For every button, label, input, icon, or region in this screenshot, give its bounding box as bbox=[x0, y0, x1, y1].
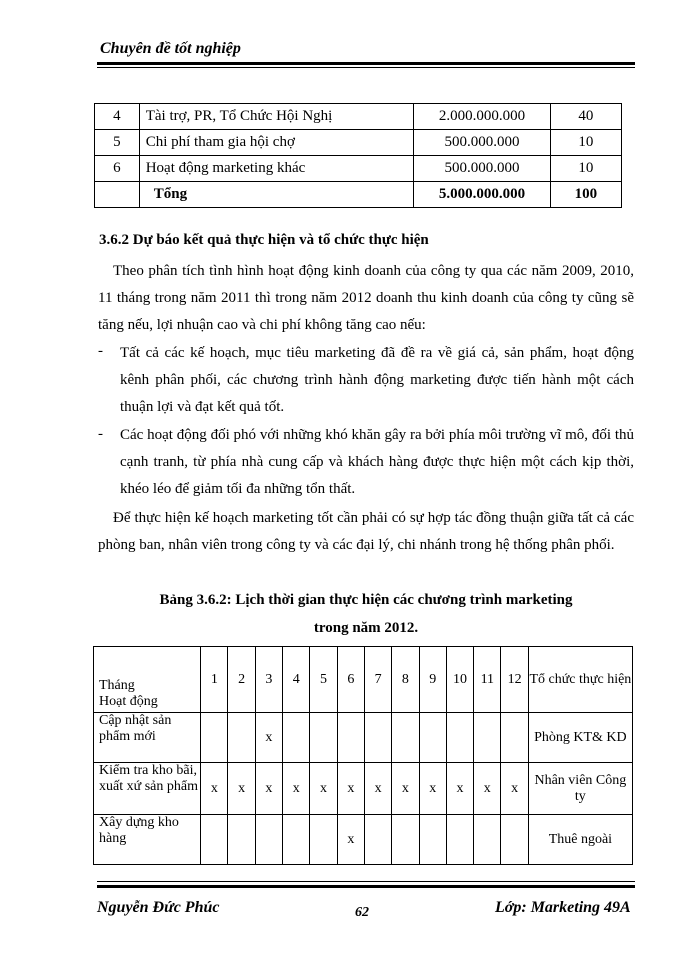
activity-cell: Xây dựng kho hàng bbox=[94, 815, 201, 865]
item-percent: 40 bbox=[550, 104, 621, 130]
mark-cell bbox=[392, 815, 419, 865]
org-cell: Thuê ngoài bbox=[528, 815, 632, 865]
org-header: Tổ chức thực hiện bbox=[528, 647, 632, 713]
mark-cell bbox=[337, 713, 364, 763]
table-row bbox=[95, 104, 622, 130]
footer-class: Lớp: Marketing 49A bbox=[495, 899, 631, 916]
mark-cell: x bbox=[337, 815, 364, 865]
month-header: 9 bbox=[419, 647, 446, 713]
mark-cell bbox=[228, 713, 255, 763]
month-header: 1 bbox=[201, 647, 228, 713]
bullet-item: Tất cả các kế hoạch, mục tiêu marketing đã đề ra về giá cả, sản phẩm, hoạt động kênh phân phối, các chương trình hành động marketing được tiến hành một cách thuận lợi và đạt kết quả tốt. bbox=[120, 345, 634, 415]
budget-table bbox=[94, 103, 622, 208]
mark-cell: x bbox=[201, 763, 228, 815]
schedule-table bbox=[93, 646, 633, 865]
total-percent: 100 bbox=[550, 182, 621, 208]
mark-cell: x bbox=[446, 763, 473, 815]
activity-cell: Kiểm tra kho bãi, xuất xứ sản phẩm bbox=[94, 763, 201, 815]
mark-cell: x bbox=[310, 763, 337, 815]
month-header: 10 bbox=[446, 647, 473, 713]
item-name: Hoạt động marketing khác bbox=[139, 156, 414, 182]
month-header: 7 bbox=[364, 647, 391, 713]
item-amount: 500.000.000 bbox=[414, 156, 550, 182]
item-percent: 10 bbox=[550, 156, 621, 182]
mark-cell: x bbox=[501, 763, 528, 815]
mark-cell: x bbox=[255, 713, 282, 763]
mark-cell bbox=[228, 815, 255, 865]
item-name: Chi phí tham gia hội chợ bbox=[139, 130, 414, 156]
total-amount: 5.000.000.000 bbox=[414, 182, 550, 208]
table-row bbox=[94, 763, 633, 815]
mark-cell bbox=[419, 815, 446, 865]
footer-rule bbox=[97, 885, 635, 888]
mark-cell bbox=[446, 815, 473, 865]
mark-cell: x bbox=[474, 763, 501, 815]
closing-paragraph: Để thực hiện kế hoạch marketing tốt cần phải có sự hợp tác đồng thuận giữa tất cả các phòng ban, nhân viên trong công ty và các đại lý, chi nhánh trong hệ thống phân phối. bbox=[98, 510, 634, 553]
page-number: 62 bbox=[355, 905, 369, 920]
org-cell: Nhân viên Công ty bbox=[528, 763, 632, 815]
mark-cell bbox=[446, 713, 473, 763]
month-header: 12 bbox=[501, 647, 528, 713]
corner-cell bbox=[94, 647, 201, 713]
corner-month-label: Tháng bbox=[99, 678, 135, 693]
mark-cell bbox=[474, 713, 501, 763]
bullet-marker: - bbox=[98, 426, 103, 442]
total-empty-cell bbox=[95, 182, 140, 208]
item-name: Tài trợ, PR, Tổ Chức Hội Nghị bbox=[139, 104, 414, 130]
mark-cell bbox=[283, 713, 310, 763]
total-label: Tổng bbox=[139, 182, 414, 208]
row-number: 6 bbox=[95, 156, 140, 182]
month-header: 5 bbox=[310, 647, 337, 713]
mark-cell: x bbox=[392, 763, 419, 815]
item-amount: 500.000.000 bbox=[414, 130, 550, 156]
header-rule-thin bbox=[97, 67, 635, 68]
header-rule bbox=[97, 62, 635, 65]
mark-cell bbox=[310, 815, 337, 865]
table-caption: Bảng 3.6.2: Lịch thời gian thực hiện các chương trình marketing bbox=[159, 592, 573, 608]
corner-activity-label: Hoạt động bbox=[99, 694, 158, 709]
mark-cell bbox=[364, 713, 391, 763]
item-percent: 10 bbox=[550, 130, 621, 156]
mark-cell: x bbox=[283, 763, 310, 815]
org-cell: Phòng KT& KD bbox=[528, 713, 632, 763]
intro-paragraph: Theo phân tích tình hình hoạt động kinh doanh của công ty qua các năm 2009, 2010, 11 tháng trong năm 2011 thì trong năm 2012 doanh thu kinh doanh của công ty cũng sẽ tăng nếu, lợi nhuận cao và chi phí không tăng cao nếu: bbox=[98, 263, 634, 333]
table-row bbox=[95, 156, 622, 182]
month-header: 4 bbox=[283, 647, 310, 713]
section-heading: 3.6.2 Dự báo kết quả thực hiện và tổ chức thực hiện bbox=[99, 232, 429, 248]
table-row bbox=[94, 815, 633, 865]
footer-rule-thin bbox=[97, 881, 635, 882]
table-caption-line2: trong năm 2012. bbox=[313, 620, 419, 636]
row-number: 5 bbox=[95, 130, 140, 156]
page-header-title: Chuyên đề tốt nghiệp bbox=[100, 40, 241, 57]
mark-cell: x bbox=[364, 763, 391, 815]
mark-cell bbox=[255, 815, 282, 865]
mark-cell bbox=[501, 815, 528, 865]
mark-cell bbox=[501, 713, 528, 763]
month-header: 3 bbox=[255, 647, 282, 713]
table-row bbox=[94, 713, 633, 763]
month-header: 6 bbox=[337, 647, 364, 713]
mark-cell: x bbox=[255, 763, 282, 815]
header-row bbox=[94, 647, 633, 713]
month-header: 11 bbox=[474, 647, 501, 713]
mark-cell bbox=[201, 713, 228, 763]
month-header: 8 bbox=[392, 647, 419, 713]
table-row bbox=[95, 130, 622, 156]
activity-cell: Cập nhật sản phẩm mới bbox=[94, 713, 201, 763]
month-header: 2 bbox=[228, 647, 255, 713]
mark-cell bbox=[310, 713, 337, 763]
item-amount: 2.000.000.000 bbox=[414, 104, 550, 130]
mark-cell bbox=[364, 815, 391, 865]
bullet-marker: - bbox=[98, 343, 103, 359]
mark-cell: x bbox=[228, 763, 255, 815]
mark-cell bbox=[474, 815, 501, 865]
mark-cell bbox=[392, 713, 419, 763]
mark-cell bbox=[201, 815, 228, 865]
mark-cell: x bbox=[419, 763, 446, 815]
mark-cell bbox=[283, 815, 310, 865]
total-row bbox=[95, 182, 622, 208]
mark-cell: x bbox=[337, 763, 364, 815]
mark-cell bbox=[419, 713, 446, 763]
row-number: 4 bbox=[95, 104, 140, 130]
bullet-item: Các hoạt động đối phó với những khó khăn gây ra bởi phía môi trường vĩ mô, đối thủ cạnh tranh, từ phía nhà cung cấp và khách hàng được thực hiện một cách kịp thời, khéo léo để giảm tối đa những tổn thất. bbox=[120, 427, 634, 497]
footer-author: Nguyễn Đức Phúc bbox=[97, 899, 220, 916]
